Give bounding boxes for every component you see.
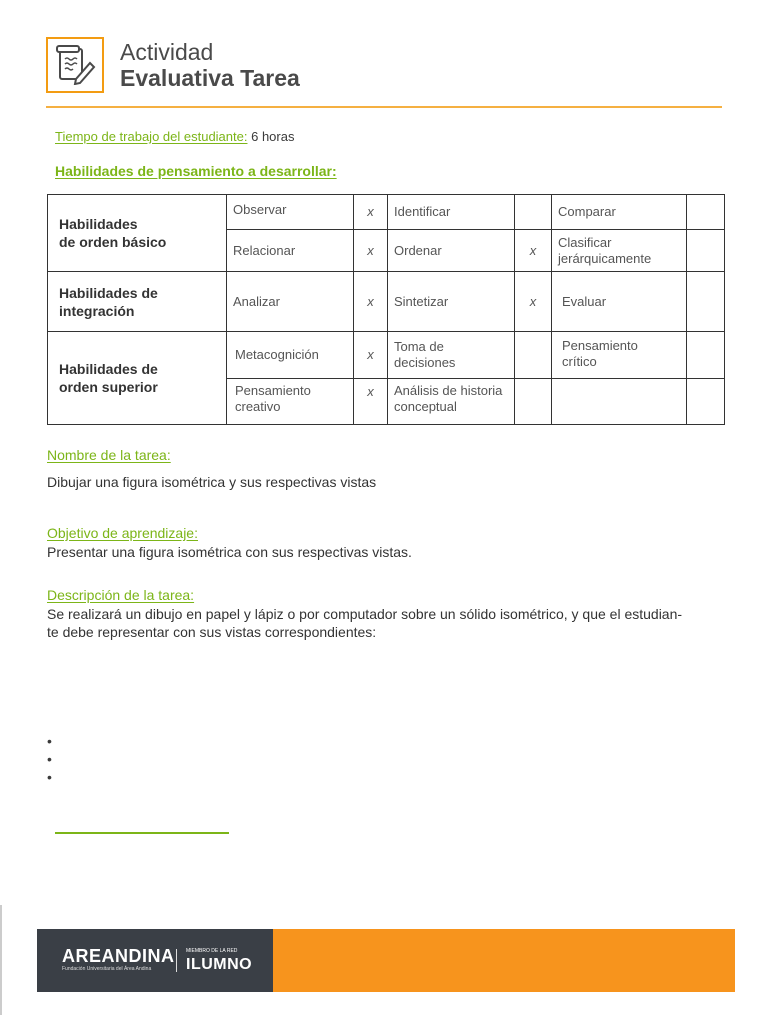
list-item: •: [47, 769, 52, 785]
skill-cell: Relacionar: [227, 230, 354, 272]
table-row: [48, 332, 725, 379]
skill-mark: [687, 272, 725, 332]
title-line-2: Evaluativa Tarea: [120, 65, 300, 91]
member-label: MIEMBRO DE LA RED: [186, 948, 238, 954]
skill-cell: Ordenar: [388, 230, 515, 272]
document-pencil-icon: [56, 45, 96, 85]
skill-mark: x: [354, 332, 388, 379]
skill-mark: x: [354, 379, 388, 425]
task-name-heading: Nombre de la tarea:: [47, 447, 171, 463]
brand-subtitle: Fundación Universitaria del Área Andina: [62, 966, 152, 972]
skill-cell: Pensamiento creativo: [227, 379, 354, 425]
skill-cell: Análisis de historia conceptual: [388, 379, 515, 425]
page-edge-mark: [0, 905, 2, 1015]
skill-mark: x: [515, 272, 552, 332]
footer-banner: [37, 929, 735, 992]
skill-cell: Metacognición: [227, 332, 354, 379]
footer-divider: [176, 949, 177, 972]
work-time-value: 6 horas: [251, 129, 295, 144]
list-item: •: [47, 733, 52, 749]
skill-cell: Identificar: [388, 195, 515, 230]
bullet-list: [47, 732, 52, 786]
network-logo: ILUMNO: [186, 956, 253, 973]
brand-logo: AREANDINA: [62, 946, 175, 966]
objective-heading: Objetivo de aprendizaje:: [47, 525, 198, 541]
skill-cell: Clasificar jerárquicamente: [552, 230, 687, 272]
skill-mark: [687, 379, 725, 425]
skill-cell: Evaluar: [552, 272, 687, 332]
skill-mark: x: [354, 272, 388, 332]
footer-orange-panel: [273, 929, 735, 992]
skills-heading: Habilidades de pensamiento a desarrollar:: [55, 163, 337, 179]
skill-mark: [687, 230, 725, 272]
work-time: [55, 129, 294, 144]
signature-line: [55, 832, 229, 834]
description-heading: Descripción de la tarea:: [47, 587, 195, 603]
table-row: [48, 195, 725, 230]
skill-group-label: Habilidades de integración: [48, 272, 227, 332]
table-row: [48, 272, 725, 332]
list-item: •: [47, 751, 52, 767]
skill-cell: Analizar: [227, 272, 354, 332]
skill-mark: [515, 332, 552, 379]
description-line-1: Se realizará un dibujo en papel y lápiz o por computador sobre un sólido isométrico, y que el estudian-: [47, 606, 683, 622]
skill-group-label: Habilidades de orden básico: [48, 195, 227, 272]
skill-cell: Observar: [227, 195, 354, 230]
skill-mark: [515, 195, 552, 230]
skill-mark: [515, 379, 552, 425]
skill-group-label: Habilidades de orden superior: [48, 332, 227, 425]
skill-mark: [687, 195, 725, 230]
description-text: [47, 605, 727, 641]
title-line-1: Actividad: [120, 39, 214, 65]
skill-cell: Comparar: [552, 195, 687, 230]
skill-cell: [552, 379, 687, 425]
header-divider: [46, 106, 722, 108]
description-line-2: te debe representar con sus vistas correspondientes:: [47, 624, 377, 640]
skills-table: [47, 194, 725, 425]
skill-mark: x: [515, 230, 552, 272]
skill-mark: x: [354, 230, 388, 272]
footer-dark-panel: [37, 929, 273, 992]
objective-text: Presentar una figura isométrica con sus respectivas vistas.: [47, 544, 412, 560]
page-title: [120, 39, 300, 91]
skill-cell: Pensamiento crítico: [552, 332, 687, 379]
skill-cell: Sintetizar: [388, 272, 515, 332]
skill-mark: x: [354, 195, 388, 230]
task-name-text: Dibujar una figura isométrica y sus respectivas vistas: [47, 474, 377, 490]
work-time-label: Tiempo de trabajo del estudiante:: [55, 129, 248, 144]
skill-cell: Toma de decisiones: [388, 332, 515, 379]
header-logo: [46, 37, 104, 93]
skill-mark: [687, 332, 725, 379]
